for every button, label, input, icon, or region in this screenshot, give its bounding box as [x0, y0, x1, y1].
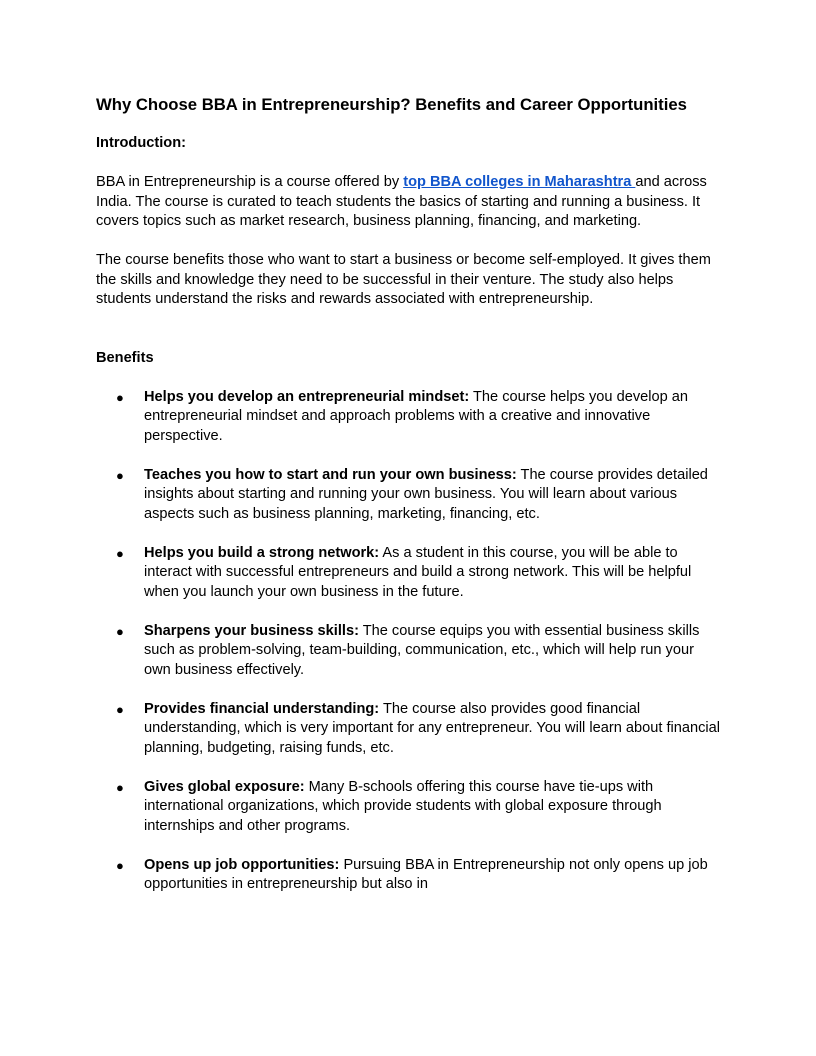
benefit-title: Helps you develop an entrepreneurial mindset:: [144, 388, 470, 405]
benefit-text: As a student in this course, you will be able to interact with successful entrepreneurs and build a strong network. This will be helpful when you launch your own business in the future.: [144, 544, 692, 600]
bullet-icon: ●: [116, 779, 124, 795]
list-item: [96, 544, 720, 603]
list-item: [96, 700, 720, 759]
list-item: [96, 388, 720, 447]
top-bba-colleges-link[interactable]: top BBA colleges in Maharashtra: [403, 174, 636, 190]
benefit-text: The course also provides good financial understanding, which is very important for any entrepreneur. You will learn about financial planning, budgeting, raising funds, etc.: [144, 700, 720, 756]
benefit-title: Gives global exposure:: [144, 778, 305, 795]
list-item: [96, 622, 720, 681]
introduction-heading: Introduction:: [96, 135, 186, 151]
benefit-text: Many B-schools offering this course have tie-ups with international organizations, which provide students with global exposure through internships and other programs.: [144, 778, 662, 834]
intro-text-before-link: BBA in Entrepreneurship is a course offered by: [96, 174, 404, 190]
bullet-icon: ●: [116, 545, 124, 561]
list-item: [96, 778, 720, 837]
bullet-icon: ●: [116, 389, 124, 405]
benefit-text: The course helps you develop an entrepreneurial mindset and approach problems with a creative and innovative perspective.: [144, 388, 688, 444]
benefit-title: Teaches you how to start and run your own business:: [144, 466, 517, 483]
bullet-icon: ●: [116, 467, 124, 483]
benefits-heading: Benefits: [96, 349, 154, 366]
bullet-icon: ●: [116, 623, 124, 639]
benefits-list: [96, 388, 720, 895]
document-page: [96, 94, 720, 895]
benefit-text: Pursuing BBA in Entrepreneurship not only opens up job opportunities in entrepreneurship but also in: [144, 856, 708, 892]
intro-paragraph-1: [96, 173, 720, 232]
document-title: Why Choose BBA in Entrepreneurship? Benefits and Career Opportunities: [96, 95, 687, 114]
intro-text-after-link: and across India. The course is curated to teach students the basics of starting and running a business. It covers topics such as market research, business planning, financing, and marketing.: [96, 174, 707, 229]
benefit-text: The course equips you with essential business skills such as problem-solving, team-building, communication, etc., which will help run your own business effectively.: [144, 622, 700, 678]
benefit-title: Provides financial understanding:: [144, 700, 380, 717]
intro-paragraph-2: The course benefits those who want to start a business or become self-employed. It gives them the skills and knowledge they need to be successful in their venture. The study also helps students understand the risks and rewards associated with entrepreneurship.: [96, 252, 711, 307]
benefit-title: Helps you build a strong network:: [144, 544, 380, 561]
list-item: [96, 856, 720, 895]
benefit-title: Sharpens your business skills:: [144, 622, 359, 639]
list-item: [96, 466, 720, 525]
benefit-title: Opens up job opportunities:: [144, 856, 340, 873]
bullet-icon: ●: [116, 701, 124, 717]
benefit-text: The course provides detailed insights about starting and running your own business. You will learn about various aspects such as business planning, marketing, financing, etc.: [144, 466, 708, 522]
bullet-icon: ●: [116, 857, 124, 873]
